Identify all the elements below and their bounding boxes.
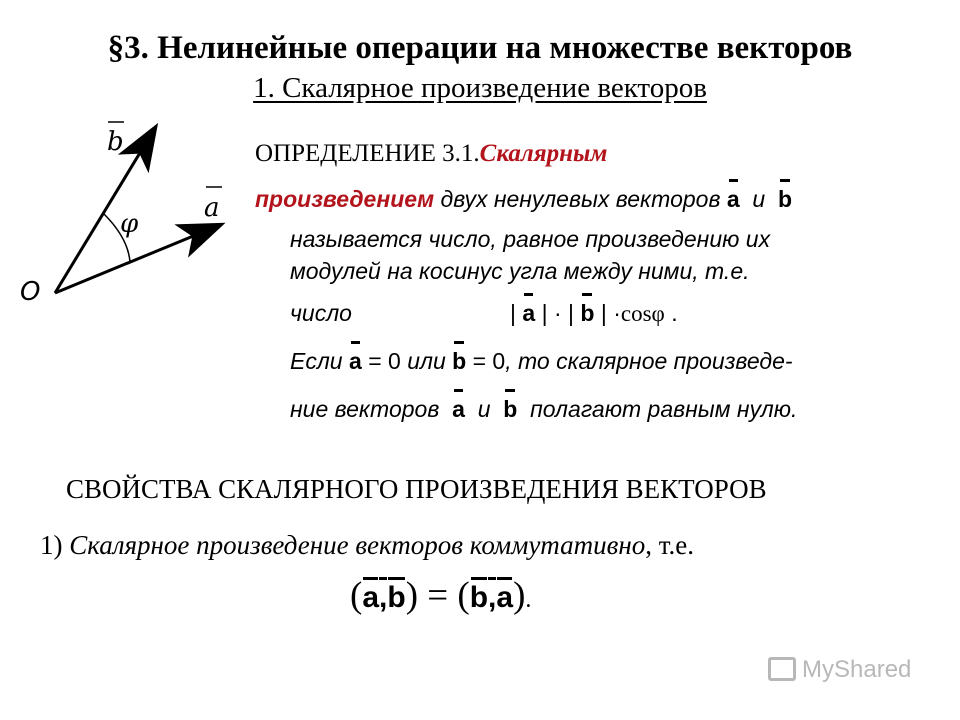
page-title: §3. Нелинейные операции на множестве векторов <box>107 30 853 66</box>
angle-label: φ <box>120 209 139 239</box>
vector-diagram <box>10 110 240 310</box>
vector-a-symbol: a <box>726 186 740 212</box>
definition-heading: ОПРЕДЕЛЕНИЕ 3.1.Скалярным <box>255 140 608 167</box>
presentation-icon <box>768 657 796 681</box>
vector-a-label: a <box>204 193 220 223</box>
vector-b-label: b <box>107 127 124 157</box>
definition-line-3: модулей на косинус угла между ними, т.е. <box>290 258 750 284</box>
definition-line-4: число | a | · | b | ·cosφ . <box>290 300 678 326</box>
property-1: 1) Скалярное произведение векторов коммутативно, т.е. <box>40 530 695 560</box>
dot-product-formula: | a | · | b | ·cosφ . <box>510 300 678 326</box>
watermark: MyShared <box>768 656 911 684</box>
vector-b-symbol: b <box>778 186 793 212</box>
commutativity-formula: (a,b) = (b,a). <box>350 575 532 616</box>
definition-line-1: произведением двух ненулевых векторов a и b <box>255 186 793 212</box>
properties-heading: СВОЙСТВА СКАЛЯРНОГО ПРОИЗВЕДЕНИЯ ВЕКТОРОВ <box>66 474 767 504</box>
section-subtitle: 1. Скалярное произведение векторов <box>253 72 707 104</box>
definition-term: Скалярным <box>479 140 608 167</box>
definition-line-5: Если a = 0 или b = 0, то скалярное произведе- <box>290 348 793 374</box>
definition-line-6: ние векторов a и b полагают равным нулю. <box>290 396 798 422</box>
definition-line-2: называется число, равное произведению их <box>290 226 771 252</box>
vector-b-line <box>55 128 155 293</box>
origin-label: O <box>20 277 41 307</box>
